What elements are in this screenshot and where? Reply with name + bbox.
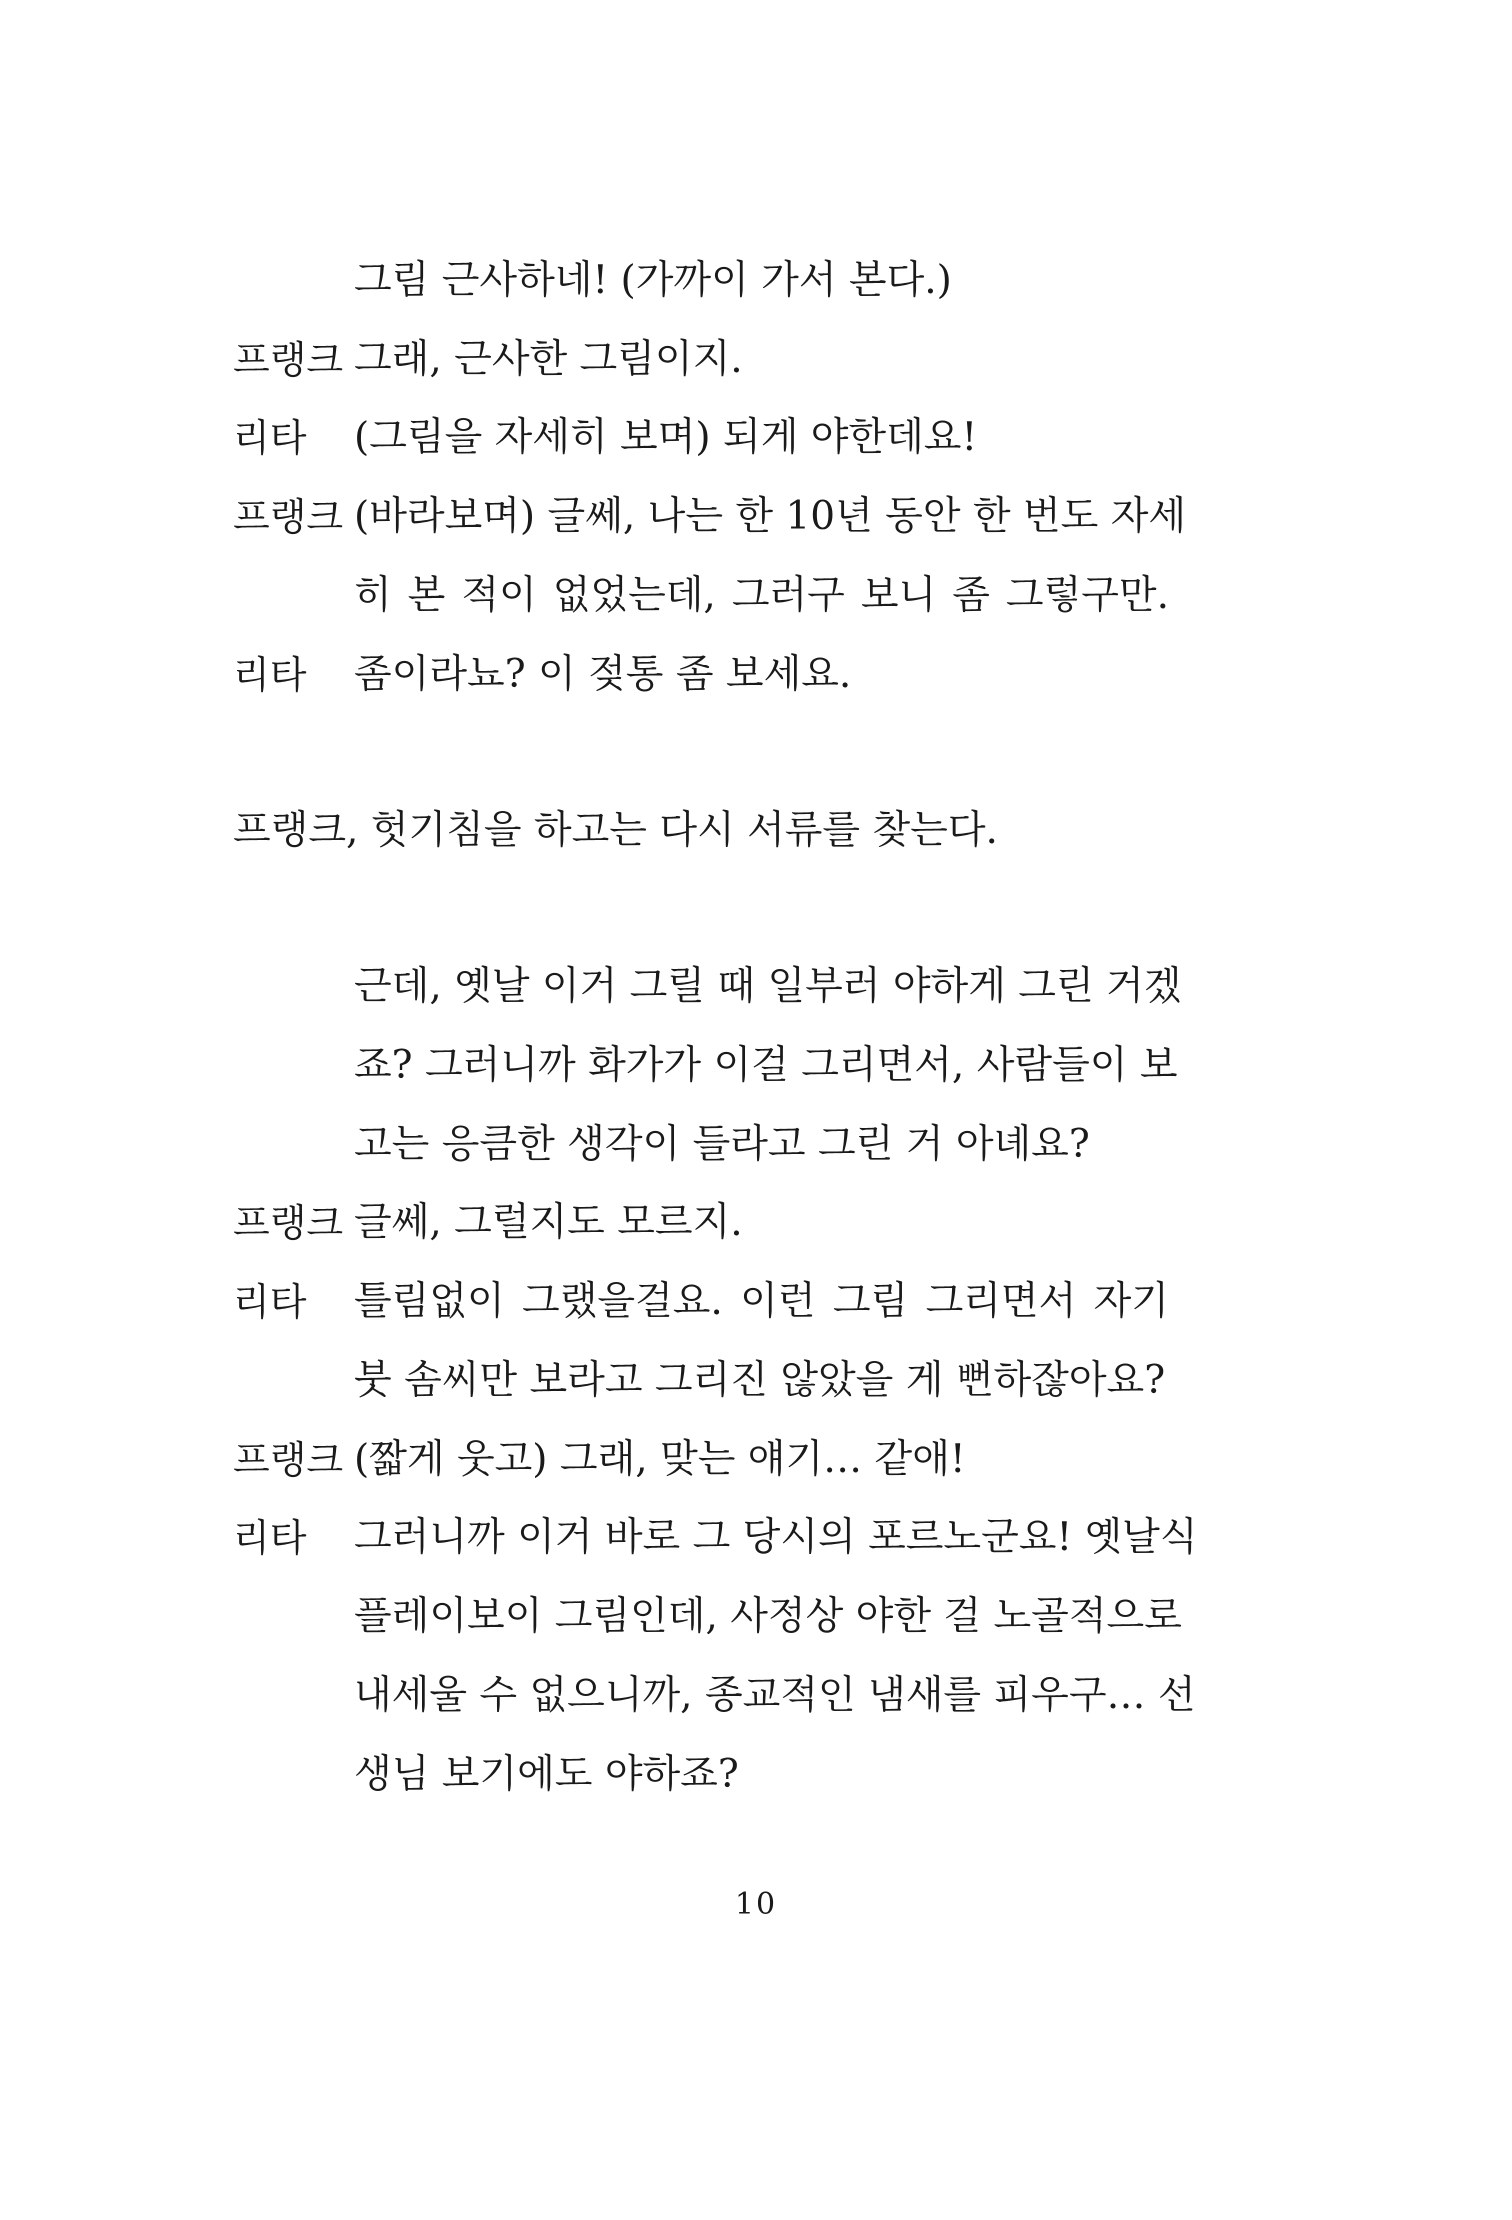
speaker-name: 리타 <box>233 416 307 460</box>
speaker-name: 리타 <box>233 1516 307 1560</box>
dialogue-line <box>0 1272 1512 1332</box>
dialogue-text: 죠? 그러니까 화가가 이걸 그리면서, 사람들이 보 <box>354 1043 1178 1088</box>
dialogue-text: (바라보며) 글쎄, 나는 한 10년 동안 한 번도 자세 <box>354 494 1187 539</box>
page-number: 10 <box>734 1887 778 1922</box>
dialogue-line <box>0 566 1512 626</box>
dialogue-line <box>0 1745 1512 1805</box>
dialogue-line <box>0 1036 1512 1096</box>
dialogue-text: 그러니까 이거 바로 그 당시의 포르노군요! 옛날식 <box>354 1515 1198 1560</box>
dialogue-line <box>0 1666 1512 1726</box>
speaker-name: 프랭크 <box>233 1201 344 1245</box>
dialogue-line <box>0 1351 1512 1411</box>
dialogue-text: (그림을 자세히 보며) 되게 야한데요! <box>354 415 978 460</box>
dialogue-line <box>0 957 1512 1017</box>
speaker-name: 프랭크 <box>233 1438 344 1482</box>
dialogue-text: 히 본 적이 없었는데, 그러구 보니 좀 그렇구만. <box>354 573 1169 618</box>
dialogue-line <box>0 1115 1512 1175</box>
dialogue-line <box>0 408 1512 468</box>
dialogue-line <box>0 330 1512 390</box>
dialogue-line <box>0 1587 1512 1647</box>
dialogue-text: 그림 근사하네! (가까이 가서 본다.) <box>354 258 952 303</box>
dialogue-line <box>0 487 1512 547</box>
dialogue-text: 글쎄, 그럴지도 모르지. <box>354 1200 743 1245</box>
dialogue-text: 붓 솜씨만 보라고 그리진 않았을 게 뻔하잖아요? <box>354 1358 1166 1403</box>
dialogue-line <box>0 251 1512 311</box>
speaker-name: 리타 <box>233 1280 307 1324</box>
dialogue-text: 내세울 수 없으니까, 종교적인 냄새를 피우구… 선 <box>354 1673 1196 1718</box>
dialogue-text: 생님 보기에도 야하죠? <box>354 1752 739 1797</box>
stage-direction-text: 프랭크, 헛기침을 하고는 다시 서류를 찾는다. <box>233 808 998 853</box>
speaker-name: 리타 <box>233 653 307 697</box>
dialogue-text: 플레이보이 그림인데, 사정상 야한 걸 노골적으로 <box>354 1594 1182 1639</box>
dialogue-line <box>0 1430 1512 1490</box>
dialogue-text: 틀림없이 그랬을걸요. 이런 그림 그리면서 자기 <box>354 1279 1169 1324</box>
dialogue-text: 근데, 옛날 이거 그릴 때 일부러 야하게 그린 거겠 <box>354 964 1182 1009</box>
dialogue-text: (짧게 웃고) 그래, 맞는 얘기… 같애! <box>354 1437 966 1482</box>
dialogue-line <box>0 645 1512 705</box>
speaker-name: 프랭크 <box>233 495 344 539</box>
stage-direction <box>0 801 1512 861</box>
speaker-name: 프랭크 <box>233 338 344 382</box>
dialogue-text: 좀이라뇨? 이 젖통 좀 보세요. <box>354 652 852 697</box>
dialogue-line <box>0 1508 1512 1568</box>
dialogue-line <box>0 1193 1512 1253</box>
dialogue-text: 그래, 근사한 그림이지. <box>354 337 743 382</box>
dialogue-text: 고는 응큼한 생각이 들라고 그린 거 아녜요? <box>354 1122 1090 1167</box>
